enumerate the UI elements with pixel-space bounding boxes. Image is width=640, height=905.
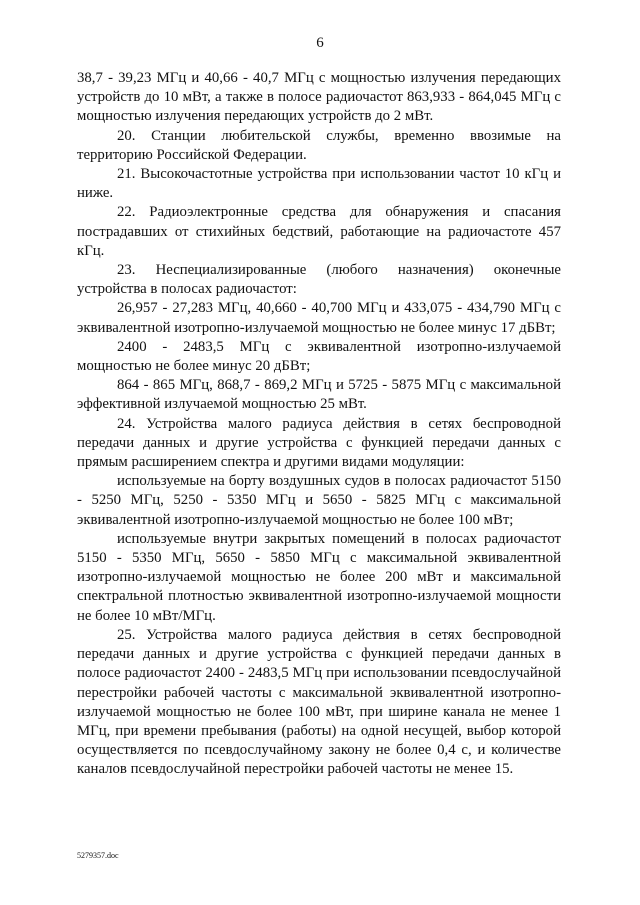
page-number: 6 bbox=[316, 35, 324, 51]
document-body bbox=[77, 69, 561, 780]
paragraph-item-23: 23. Неспециализированные (любого назначения) оконечные устройства в полосах радиочастот: bbox=[77, 262, 561, 298]
paragraph-subitem: используемые на борту воздушных судов в полосах радиочастот 5150 - 5250 МГц, 5250 - 5350 МГц и 5650 - 5825 МГц с максимальной эквивалентной изотропно-излучаемой мощностью не более 100 мВт; bbox=[77, 473, 561, 528]
paragraph-subitem: 864 - 865 МГц, 868,7 - 869,2 МГц и 5725 - 5875 МГц с максимальной эффективной излучаемой мощностью 25 мВт. bbox=[77, 377, 561, 413]
paragraph-item-24: 24. Устройства малого радиуса действия в сетях беспроводной передачи данных и другие устройства с функцией передачи данных с прямым расширением спектра и другими видами модуляции: bbox=[77, 415, 561, 471]
paragraph-subitem: 2400 - 2483,5 МГц с эквивалентной изотропно-излучаемой мощностью не более минус 20 дБВт; bbox=[77, 338, 561, 375]
paragraph: 38,7 - 39,23 МГц и 40,66 - 40,7 МГц с мощностью излучения передающих устройств до 10 мВт, а также в полосе радиочастот 863,933 - 864,045 МГц с мощностью излучения передающих устройств до 2 мВт. bbox=[77, 70, 561, 125]
paragraph-item-20: 20. Станции любительской службы, временно ввозимые на территорию Российской Федерации. bbox=[77, 127, 561, 163]
paragraph-subitem: 26,957 - 27,283 МГц, 40,660 - 40,700 МГц и 433,075 - 434,790 МГц с эквивалентной изотропно-излучаемой мощностью не более минус 17 дБВт; bbox=[77, 300, 561, 336]
paragraph-item-22: 22. Радиоэлектронные средства для обнаружения и спасания пострадавших от стихийных бедствий, работающие на радиочастоте 457 кГц. bbox=[77, 204, 561, 259]
paragraph-item-25: 25. Устройства малого радиуса действия в сетях беспроводной передачи данных и другие устройства с функцией передачи данных в полосе радиочастот 2400 - 2483,5 МГц при использовании псевдослучайной перестройки рабочей частоты с максимальной эквивалентной изотропно-излучаемой мощностью не более 100 мВт, при ширине канала не менее 1 МГц, при времени пребывания (работы) на одной несущей, выбор которой осуществляется по псевдослучайному закону не более 0,4 с, и количестве каналов псевдослучайной перестройки рабочей частоты не менее 15. bbox=[77, 626, 561, 778]
paragraph-item-21: 21. Высокочастотные устройства при использовании частот 10 кГц и ниже. bbox=[77, 166, 561, 202]
footer-filename: 5279357.doc bbox=[77, 851, 119, 860]
paragraph-subitem: используемые внутри закрытых помещений в полосах радиочастот 5150 - 5350 МГц, 5650 - 5850 МГц с максимальной эквивалентной изотропно-излучаемой мощностью не более 200 мВт и максимальной спектральной плотностью эквивалентной изотропно-излучаемой мощности не более 10 мВт/МГц. bbox=[77, 530, 561, 624]
